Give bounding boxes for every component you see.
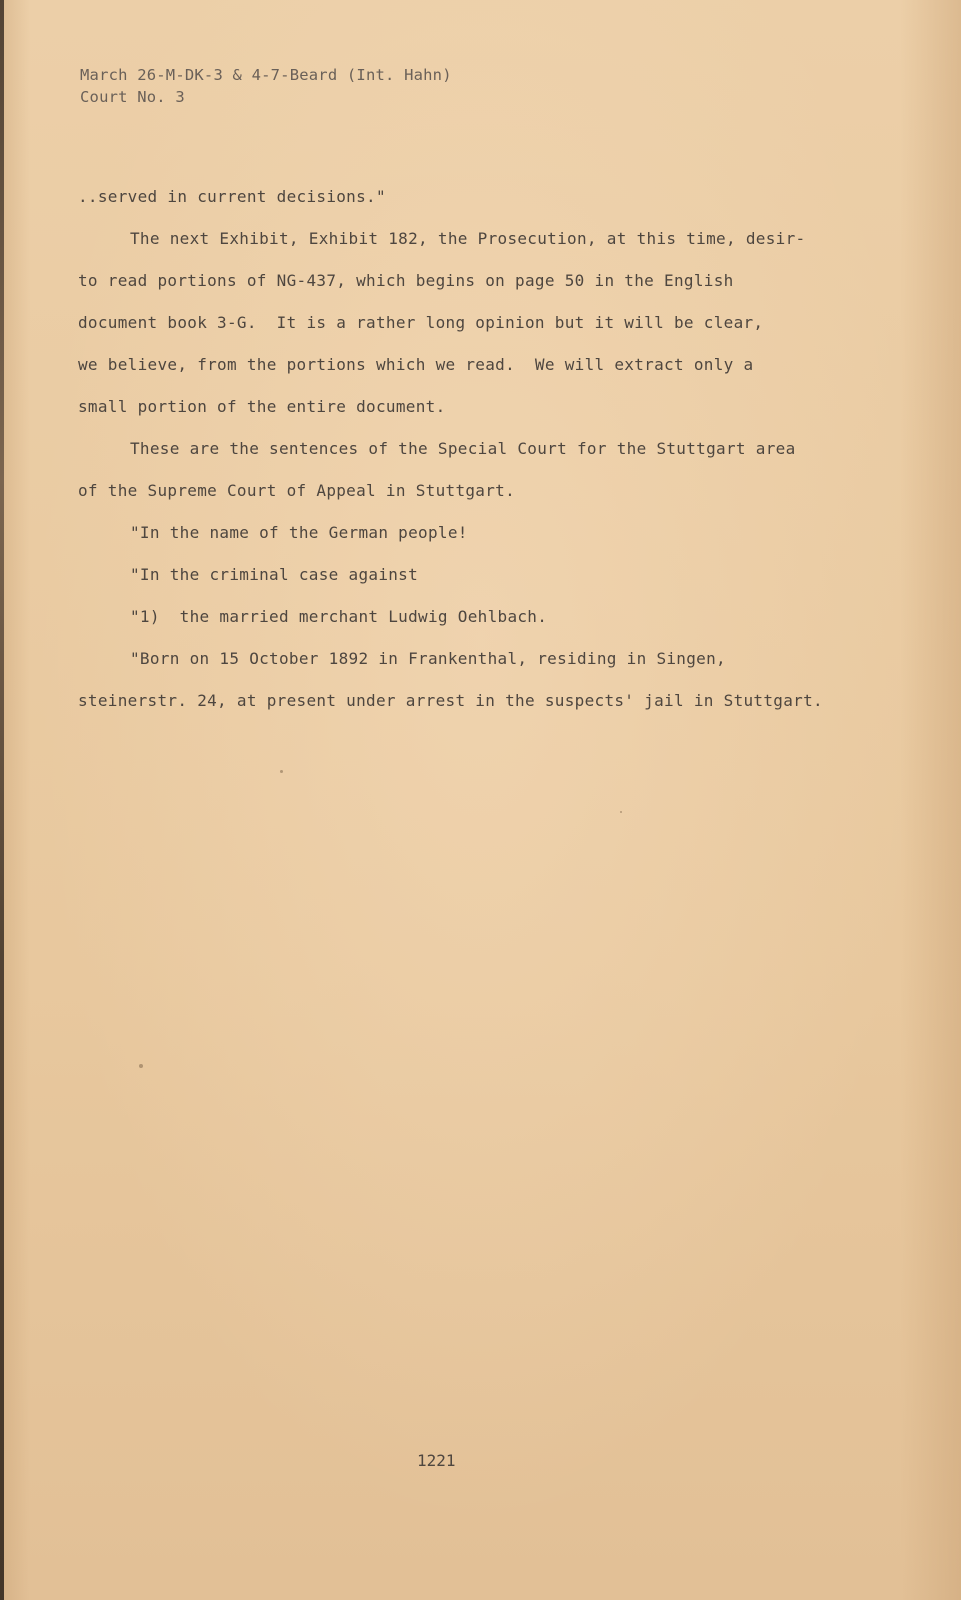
paper-speck [280, 770, 283, 773]
body-line: document book 3-G. It is a rather long opinion but it will be clear, [78, 313, 764, 332]
header-court-line: Court No. 3 [80, 88, 185, 106]
body-line: to read portions of NG-437, which begins on page 50 in the English [78, 271, 734, 290]
body-line: The next Exhibit, Exhibit 182, the Prosecution, at this time, desir- [130, 229, 806, 248]
header-session-line: March 26-M-DK-3 & 4-7-Beard (Int. Hahn) [80, 66, 452, 84]
body-line: steinerstr. 24, at present under arrest in the suspects' jail in Stuttgart. [78, 691, 823, 710]
body-line: of the Supreme Court of Appeal in Stuttgart. [78, 481, 516, 500]
paper-speck [139, 1064, 143, 1068]
body-line: small portion of the entire document. [78, 397, 446, 416]
body-line: we believe, from the portions which we read. We will extract only a [78, 355, 754, 374]
body-line: "In the name of the German people! [130, 523, 468, 542]
body-line: These are the sentences of the Special Court for the Stuttgart area [130, 439, 796, 458]
page-edge [0, 0, 4, 1600]
page-number: 1221 [417, 1451, 456, 1470]
body-line: "In the criminal case against [130, 565, 419, 584]
transcript-header [80, 64, 780, 108]
body-line: "Born on 15 October 1892 in Frankenthal, residing in Singen, [130, 649, 726, 668]
body-line: ..served in current decisions." [78, 187, 386, 206]
paper-speck [620, 811, 622, 813]
body-line: "1) the married merchant Ludwig Oehlbach. [130, 607, 548, 626]
